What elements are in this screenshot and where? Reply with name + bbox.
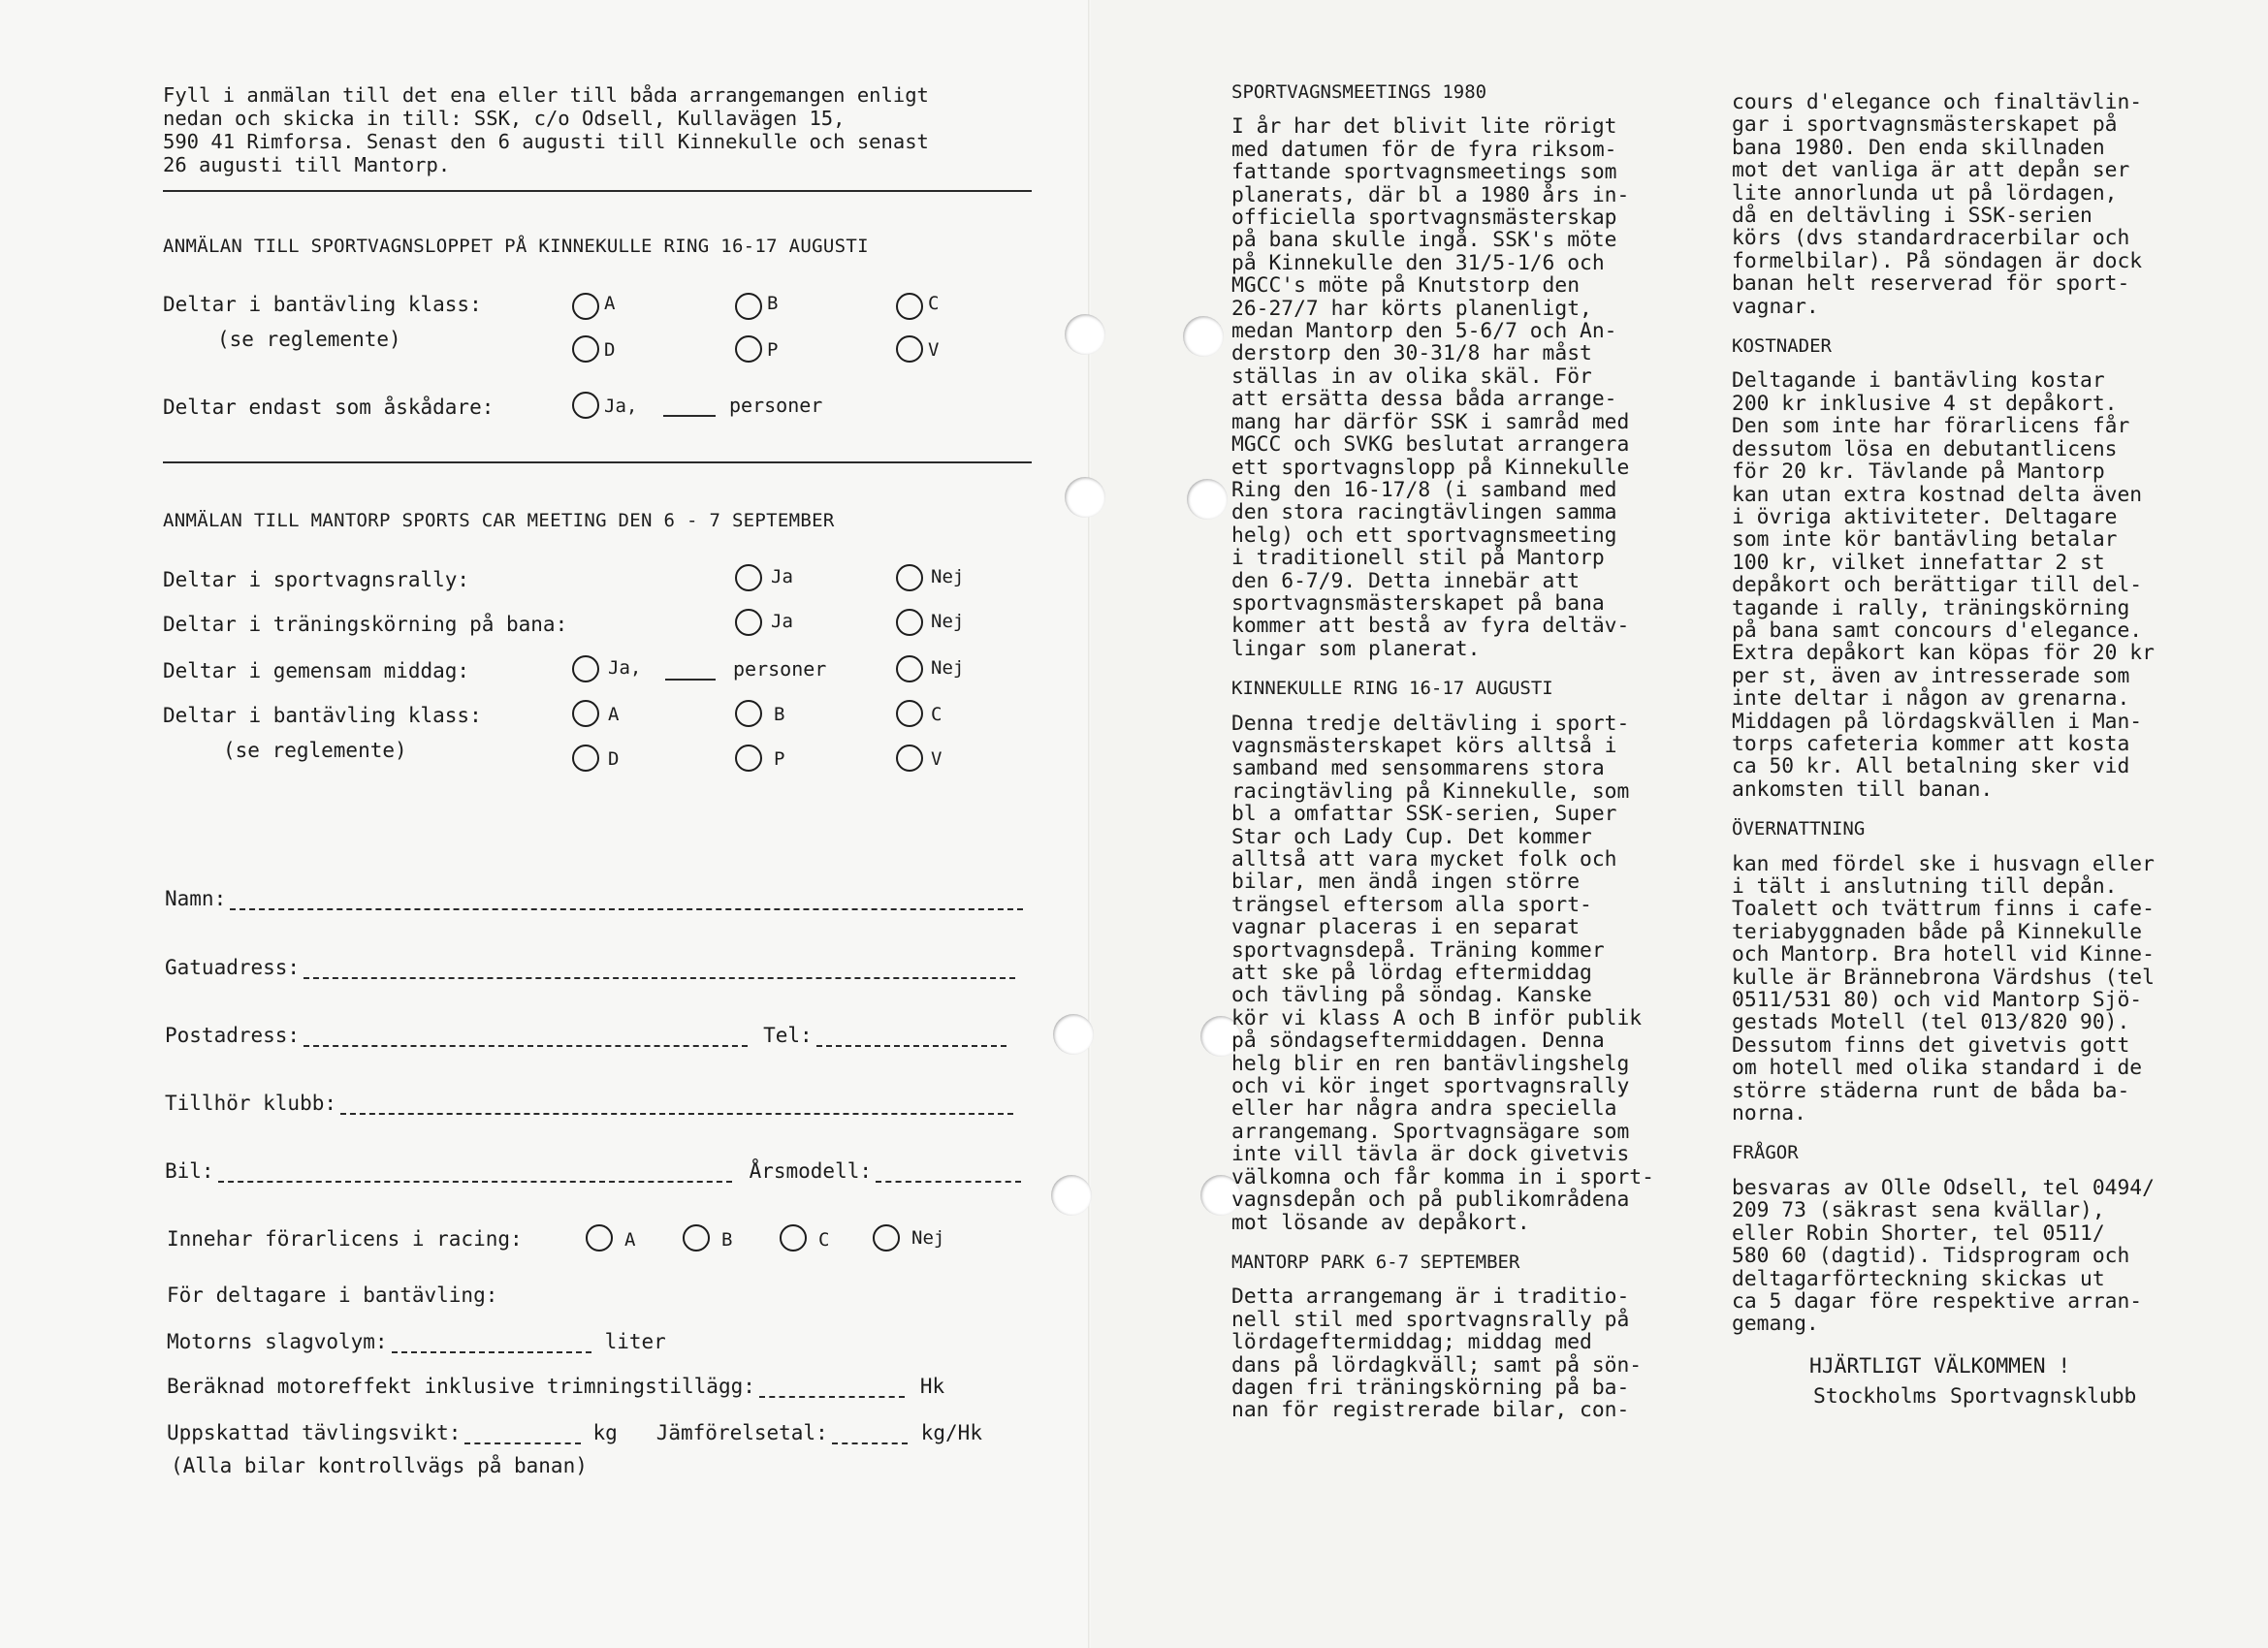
text-line: trängsel eftersom alla sport- — [1231, 892, 1592, 917]
text-line: Extra depåkort kan köpas för 20 kr — [1732, 641, 2155, 666]
binder-hole — [1187, 479, 1228, 520]
text-line: 100 kr, vilket innefattar 2 st — [1732, 550, 2105, 575]
model-year-input[interactable] — [876, 1159, 1021, 1183]
text-line: med datumen för de fyra riksom- — [1231, 137, 1617, 162]
text-line: helg) och ett sportvagnsmeeting — [1231, 523, 1617, 548]
power-input[interactable] — [759, 1375, 905, 1398]
option-label: D — [608, 748, 620, 770]
text-line: lite annorlunda ut på lördagen, — [1732, 180, 2118, 206]
section-heading: SPORTVAGNSMEETINGS 1980 — [1231, 81, 1487, 103]
text-line: I år har det blivit lite rörigt — [1231, 114, 1617, 140]
text-line: nell stil med sportvagnsrally på — [1231, 1307, 1630, 1332]
rally-no-radio[interactable] — [896, 564, 923, 591]
mantorp-heading: ANMÄLAN TILL MANTORP SPORTS CAR MEETING DEN 6 - 7 SEPTEMBER — [163, 510, 835, 531]
text-line: Denna tredje deltävling i sport- — [1231, 711, 1630, 736]
dinner-yes-radio[interactable] — [572, 655, 599, 682]
text-line: på söndagseftermiddagen. Denna — [1231, 1029, 1605, 1054]
text-line: 580 60 (dagtid). Tidsprogram och — [1732, 1244, 2130, 1269]
intro-text — [163, 83, 1036, 176]
text-line: vagnar. — [1732, 294, 1819, 319]
club-label: Tillhör klubb: — [165, 1092, 337, 1115]
text-line: officiella sportvagnsmästerskap — [1231, 206, 1617, 231]
text-line: Detta arrangemang är i traditio- — [1231, 1284, 1630, 1310]
kinnekulle-class-label: Deltar i bantävling klass: — [163, 293, 482, 316]
text-line: körs (dvs standardracerbilar och — [1732, 226, 2130, 251]
text-line: 200 kr inklusive 4 st depåkort. — [1732, 391, 2118, 416]
dinner-count-field[interactable] — [665, 655, 716, 681]
text-line: nan för registrerade bilar, con- — [1231, 1398, 1630, 1423]
weight-unit: kg — [592, 1421, 618, 1444]
spectator-label: Deltar endast som åskådare: — [163, 396, 495, 419]
option-label: B — [767, 293, 779, 314]
option-label: C — [818, 1229, 830, 1251]
option-label: B — [774, 704, 785, 725]
text-line: samband med sensommarens stora — [1231, 756, 1605, 781]
option-label: Ja — [771, 566, 793, 587]
kinnekulle-heading: ANMÄLAN TILL SPORTVAGNSLOPPET PÅ KINNEKULLE RING 16-17 AUGUSTI — [163, 236, 869, 257]
text-line: MGCC's möte på Knutstorp den — [1231, 273, 1581, 299]
street-input[interactable] — [303, 956, 1015, 979]
text-line: bl a omfattar SSK-serien, Super — [1231, 802, 1617, 827]
option-label: personer — [729, 394, 823, 417]
section-body — [1231, 1285, 1677, 1421]
text-line: kör vi klass A och B inför publik — [1231, 1005, 1643, 1030]
text-line: i traditionell stil på Mantorp — [1231, 546, 1605, 571]
text-line: Den som inte har förarlicens får — [1732, 414, 2130, 439]
mantorp-class-note: (se reglemente) — [223, 739, 407, 762]
model-year-label: Årsmodell: — [749, 1159, 873, 1183]
training-no-radio[interactable] — [896, 609, 923, 636]
street-row — [165, 956, 1015, 979]
text-line: vagnsdepån och på publikområdena — [1231, 1188, 1630, 1213]
text-line: derstorp den 30-31/8 har måst — [1231, 341, 1592, 366]
text-line: i övriga aktiviteter. Deltagare — [1732, 504, 2118, 529]
text-line: sportvagnsmästerskapet på bana — [1231, 590, 1605, 616]
text-line: om hotell med olika standard i de — [1732, 1056, 2143, 1081]
section-body — [1732, 1177, 2217, 1336]
name-label: Namn: — [165, 887, 227, 910]
intro-line: 590 41 Rimforsa. Senast den 6 augusti till Kinnekulle och senast — [163, 130, 929, 153]
displacement-input[interactable] — [392, 1330, 591, 1353]
text-line: Star och Lady Cup. Det kommer — [1231, 824, 1592, 849]
option-label: D — [604, 339, 616, 361]
text-line: per st, även av intresserade som — [1732, 663, 2130, 688]
license-no-radio[interactable] — [873, 1224, 900, 1252]
left-page — [0, 0, 1091, 1648]
text-line: eller har några andra speciella — [1231, 1096, 1617, 1122]
text-line: lördageftermiddag; middag med — [1231, 1330, 1592, 1355]
car-label: Bil: — [165, 1159, 214, 1183]
text-line: dans på lördagkväll; samt på sön- — [1231, 1352, 1643, 1378]
license-label: Innehar förarlicens i racing: — [167, 1227, 523, 1251]
option-label: personer — [733, 657, 827, 681]
phone-input[interactable] — [816, 1024, 1006, 1047]
text-line: då en deltävling i SSK-serien — [1732, 204, 2092, 229]
text-line: välkomna och får komma in i sport- — [1231, 1164, 1654, 1189]
text-line: inte vill tävla är dock givetvis — [1231, 1142, 1630, 1167]
text-line: ca 50 kr. All betalning sker vid — [1732, 754, 2130, 779]
power-unit: Hk — [919, 1375, 945, 1398]
text-line: depåkort och berättigar till del- — [1732, 573, 2143, 598]
text-line: gemang. — [1732, 1312, 1819, 1337]
article-column-1 — [1231, 81, 1677, 1422]
option-label: V — [928, 339, 940, 361]
car-row — [165, 1159, 1021, 1183]
text-line: inte deltar i någon av grenarna. — [1732, 686, 2130, 712]
text-line: vagnsmästerskapet körs alltså i — [1231, 733, 1617, 758]
closing-greeting: HJÄRTLIGT VÄLKOMMEN ! — [1809, 1353, 2071, 1379]
section-body — [1732, 853, 2217, 1125]
rally-label: Deltar i sportvagnsrally: — [163, 568, 470, 591]
displacement-label: Motorns slagvolym: — [167, 1330, 388, 1353]
article-column-2 — [1732, 91, 2217, 1409]
text-line: mot det vanliga är att depån ser — [1732, 158, 2130, 183]
section-heading: MANTORP PARK 6-7 SEPTEMBER — [1231, 1251, 1520, 1273]
ratio-unit: kg/Hk — [920, 1421, 982, 1444]
text-line: på bana samt concours d'elegance. — [1732, 618, 2143, 643]
text-line: att ersätta dessa båda arrange- — [1231, 387, 1617, 412]
text-line: fattande sportvagnsmeetings som — [1231, 160, 1617, 185]
text-line: deltagarförteckning skickas ut — [1732, 1266, 2105, 1291]
binder-hole — [1051, 1175, 1092, 1216]
option-label: Nej — [911, 1227, 945, 1249]
club-row — [165, 1092, 1013, 1115]
mantorp-class-b-radio[interactable] — [735, 700, 762, 727]
binder-hole — [1053, 1014, 1094, 1055]
text-line: och Mantorp. Bra hotell vid Kinne- — [1732, 942, 2155, 967]
kinnekulle-class-a-radio[interactable] — [572, 293, 599, 320]
text-line: norna. — [1732, 1101, 1806, 1126]
text-line: helg blir en ren bantävlingshelg — [1231, 1051, 1630, 1076]
car-input[interactable] — [218, 1159, 732, 1183]
kinnekulle-class-d-radio[interactable] — [572, 335, 599, 363]
club-input[interactable] — [340, 1092, 1013, 1115]
dinner-no-radio[interactable] — [896, 655, 923, 682]
section-body — [1231, 115, 1677, 660]
ratio-input[interactable] — [832, 1421, 908, 1444]
dinner-label: Deltar i gemensam middag: — [163, 659, 470, 682]
text-line: 209 73 (säkrast sena kvällar), — [1732, 1198, 2105, 1223]
option-label: Ja — [771, 611, 793, 632]
street-label: Gatuadress: — [165, 956, 301, 979]
text-line: ca 5 dagar före respektive arran- — [1732, 1288, 2143, 1314]
text-line: 26-27/7 har körts planenligt, — [1231, 296, 1592, 321]
text-line: torps cafeteria kommer att kosta — [1732, 731, 2130, 756]
text-line: Dessutom finns det givetvis gott — [1732, 1032, 2130, 1058]
text-line: som inte kör bantävling betalar — [1732, 527, 2118, 553]
weight-label: Uppskattad tävlingsvikt: — [167, 1421, 462, 1444]
text-line: på Kinnekulle den 31/5-1/6 och — [1231, 250, 1605, 275]
racers-heading: För deltagare i bantävling: — [167, 1284, 498, 1307]
training-label: Deltar i träningskörning på bana: — [163, 613, 568, 636]
text-line: att ske på lördag eftermiddag — [1231, 961, 1592, 986]
mantorp-class-c-radio[interactable] — [896, 700, 923, 727]
mantorp-class-d-radio[interactable] — [572, 745, 599, 772]
postal-label: Postadress: — [165, 1024, 301, 1047]
text-line: bana 1980. Den enda skillnaden — [1732, 135, 2105, 160]
displacement-unit: liter — [604, 1330, 666, 1353]
text-line: och vi kör inget sportvagnsrally — [1231, 1074, 1630, 1099]
text-line: ställas in av olika skäl. För — [1231, 364, 1592, 389]
text-line: den 6-7/9. Detta innebär att — [1231, 568, 1581, 593]
text-line: alltså att vara mycket folk och — [1231, 847, 1617, 872]
name-input[interactable] — [230, 887, 1023, 910]
divider — [163, 461, 1032, 463]
text-line: gestads Motell (tel 013/820 90). — [1732, 1010, 2130, 1035]
text-line: kan utan extra kostnad delta även — [1732, 482, 2143, 507]
option-label: C — [928, 293, 940, 314]
intro-line: nedan och skicka in till: SSK, c/o Odsell, Kullavägen 15, — [163, 107, 846, 130]
text-line: och tävling på söndag. Kanske — [1231, 983, 1592, 1008]
signature: Stockholms Sportvagnsklubb — [1813, 1384, 2137, 1410]
license-c-radio[interactable] — [780, 1224, 807, 1252]
option-label: B — [721, 1229, 733, 1251]
option-label: Ja, — [604, 396, 638, 417]
name-row — [165, 887, 1023, 910]
text-line: teriabyggnaden både på Kinnekulle — [1732, 919, 2143, 944]
kinnekulle-class-c-radio[interactable] — [896, 293, 923, 320]
option-label: Ja, — [608, 657, 642, 679]
power-row — [167, 1375, 944, 1398]
text-line: sportvagnsdepå. Träning kommer — [1231, 937, 1605, 963]
text-line: medan Mantorp den 5-6/7 och An- — [1231, 319, 1617, 344]
ratio-label: Jämförelsetal: — [655, 1421, 828, 1444]
section-body — [1732, 91, 2217, 318]
text-line: större städerna runt de båda ba- — [1732, 1078, 2130, 1103]
section-heading: ÖVERNATTNING — [1732, 818, 1866, 840]
check-note: (Alla bilar kontrollvägs på banan) — [171, 1454, 588, 1477]
option-label: P — [774, 748, 785, 770]
intro-line: 26 augusti till Mantorp. — [163, 153, 451, 176]
text-line: dessutom lösa en debutantlicens — [1732, 436, 2118, 461]
kinnekulle-class-p-radio[interactable] — [735, 335, 762, 363]
text-line: MGCC och SVKG beslutat arrangera — [1231, 432, 1630, 458]
kinnekulle-class-v-radio[interactable] — [896, 335, 923, 363]
postal-input[interactable] — [303, 1024, 748, 1047]
text-line: banan helt reserverad för sport- — [1732, 271, 2130, 297]
binder-hole — [1183, 316, 1224, 357]
option-label: V — [931, 748, 942, 770]
weight-row — [167, 1421, 982, 1444]
text-line: ankomsten till banan. — [1732, 776, 1994, 802]
text-line: planerats, där bl a 1980 års in- — [1231, 182, 1630, 207]
mantorp-class-v-radio[interactable] — [896, 745, 923, 772]
kinnekulle-class-note: (se reglemente) — [217, 328, 401, 351]
mantorp-class-a-radio[interactable] — [572, 700, 599, 727]
text-line: dagen fri träningskörning på ba- — [1231, 1375, 1630, 1400]
mantorp-class-p-radio[interactable] — [735, 745, 762, 772]
text-line: Middagen på lördagskvällen i Man- — [1732, 709, 2143, 734]
text-line: lingar som planerat. — [1231, 636, 1481, 661]
postal-row — [165, 1024, 1006, 1047]
binder-hole — [1065, 314, 1105, 355]
text-line: besvaras av Olle Odsell, tel 0494/ — [1732, 1175, 2155, 1200]
text-line: den stora racingtävlingen samma — [1231, 500, 1617, 525]
kinnekulle-class-b-radio[interactable] — [735, 293, 762, 320]
option-label: P — [767, 339, 779, 361]
intro-line: Fyll i anmälan till det ena eller till båda arrangemangen enligt — [163, 83, 929, 107]
text-line: cours d'elegance och finaltävlin- — [1732, 90, 2143, 114]
text-line: racingtävling på Kinnekulle, som — [1231, 778, 1630, 804]
spectator-count-field[interactable] — [663, 392, 716, 417]
text-line: i tält i anslutning till depån. — [1732, 874, 2118, 899]
spectator-yes-radio[interactable] — [572, 392, 599, 419]
text-line: tagande i rally, träningskörning — [1732, 595, 2130, 620]
section-body — [1732, 369, 2217, 801]
text-line: bilar, men ändå ingen större — [1231, 870, 1581, 895]
section-heading: KOSTNADER — [1732, 335, 1832, 358]
mantorp-class-label: Deltar i bantävling klass: — [163, 704, 482, 727]
text-line: ett sportvagnslopp på Kinnekulle — [1231, 455, 1630, 480]
text-line: kulle är Brännebrona Värdshus (tel — [1732, 965, 2155, 990]
option-label: A — [604, 293, 616, 314]
text-line: vagnar placeras i en separat — [1231, 915, 1581, 940]
option-label: Nej — [931, 611, 965, 632]
binder-hole — [1065, 477, 1105, 518]
section-body — [1231, 713, 1677, 1234]
rally-yes-radio[interactable] — [735, 564, 762, 591]
text-line: mot lösande av depåkort. — [1231, 1210, 1530, 1235]
text-line: för 20 kr. Tävlande på Mantorp — [1732, 460, 2105, 485]
section-heading: KINNEKULLE RING 16-17 AUGUSTI — [1231, 678, 1553, 700]
training-yes-radio[interactable] — [735, 609, 762, 636]
text-line: Ring den 16-17/8 (i samband med — [1231, 477, 1617, 502]
text-line: Deltagande i bantävling kostar — [1732, 368, 2105, 394]
option-label: C — [931, 704, 942, 725]
option-label: A — [608, 704, 620, 725]
license-b-radio[interactable] — [683, 1224, 710, 1252]
phone-label: Tel: — [763, 1024, 813, 1047]
weight-input[interactable] — [464, 1421, 581, 1444]
option-label: Nej — [931, 566, 965, 587]
license-a-radio[interactable] — [586, 1224, 613, 1252]
text-line: mang har därför SSK i samråd med — [1231, 409, 1630, 434]
text-line: 0511/531 80) och vid Mantorp Sjö- — [1732, 988, 2143, 1013]
text-line: kan med fördel ske i husvagn eller — [1732, 851, 2155, 876]
displacement-row — [167, 1330, 666, 1353]
text-line: gar i sportvagnsmästerskapet på — [1732, 112, 2118, 138]
text-line: arrangemang. Sportvagnsägare som — [1231, 1119, 1630, 1144]
option-label: A — [624, 1229, 636, 1251]
text-line: Toalett och tvättrum finns i cafe- — [1732, 897, 2155, 922]
divider — [163, 190, 1032, 192]
text-line: formelbilar). På söndagen är dock — [1732, 248, 2143, 273]
text-line: kommer att bestå av fyra deltäv- — [1231, 614, 1630, 639]
text-line: på bana skulle ingå. SSK's möte — [1231, 228, 1617, 253]
option-label: Nej — [931, 657, 965, 679]
power-label: Beräknad motoreffekt inklusive trimningstillägg: — [167, 1375, 755, 1398]
section-heading: FRÅGOR — [1732, 1142, 1799, 1164]
text-line: eller Robin Shorter, tel 0511/ — [1732, 1220, 2105, 1246]
